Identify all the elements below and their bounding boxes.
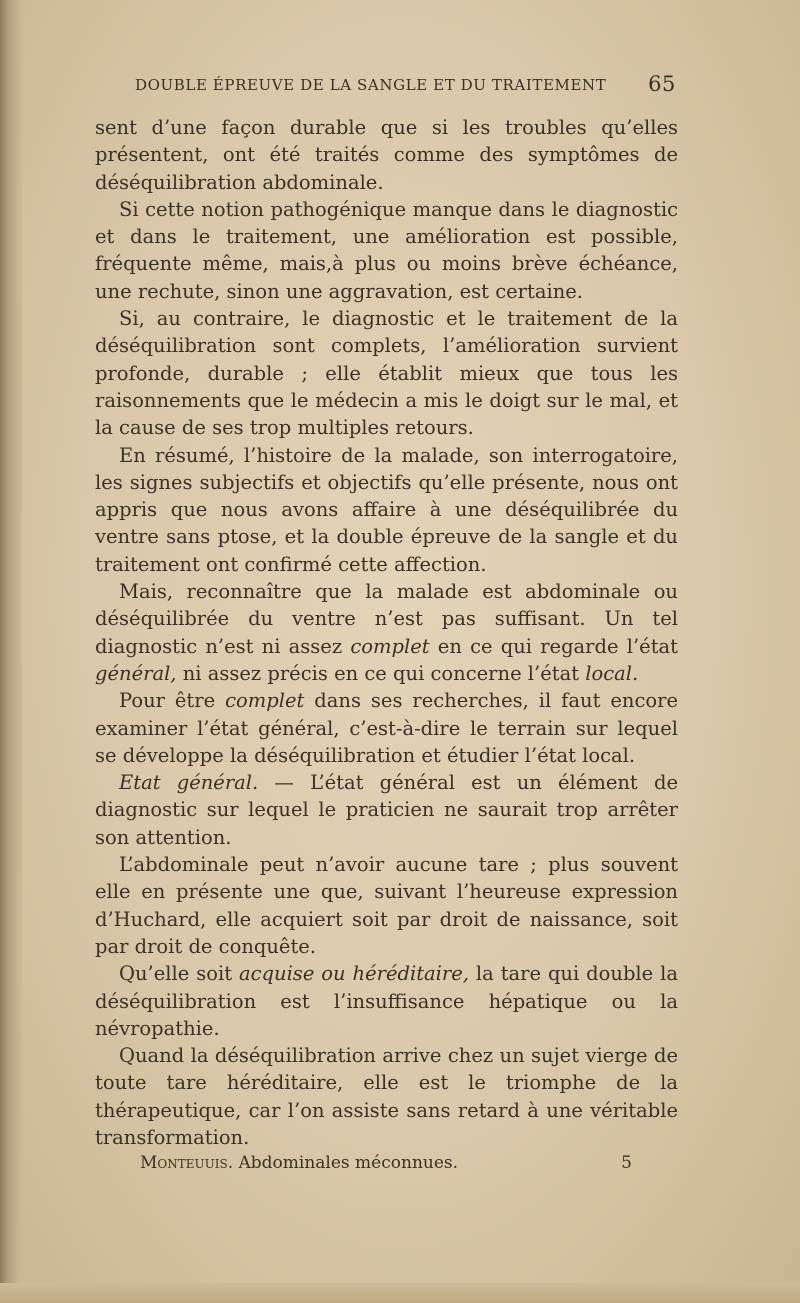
paragraph-9 (95, 960, 678, 1042)
paragraph-4: En résumé, l’histoire de la malade, son interrogatoire, les signes subjectifs et objectifs qu’elle présente, nous ont appris que nous avons affaire à une déséquilibrée du ventre sans ptose, et la double épreuve de la sangle et du traitement ont confirmé cette affection. (95, 443, 678, 576)
paragraph-5-text-b: en ce qui regarde l’état (429, 634, 679, 658)
paragraph-7-text: — L’état général est un élément de diagnostic sur lequel le praticien ne saurait trop arrêter son attention. (95, 771, 678, 849)
paragraph-6-text-a: Pour être (119, 689, 226, 713)
page-bottom-edge (0, 1283, 800, 1303)
paragraph-8: L’abdominale peut n’avoir aucune tare ; plus souvent elle en présente une que, suivant l’heureuse expression d’Huchard, elle acquiert soit par droit de naissance, soit par droit de conquête. (95, 853, 678, 958)
paragraph-9-text-b: la tare qui double la déséquilibration est l’insuffisance hépatique ou la névropathie. (95, 962, 678, 1040)
binding-shadow (0, 0, 22, 1303)
body-text (95, 114, 678, 1151)
running-header (135, 72, 680, 96)
paragraph-7 (95, 769, 678, 851)
emphasis-general: général, (95, 661, 177, 685)
emphasis-complet: complet (350, 634, 430, 658)
signature-mark: 5 (621, 1153, 632, 1173)
emphasis-complet-2: complet (225, 689, 305, 713)
paragraph-3: Si, au contraire, le diagnostic et le traitement de la déséquilibration sont complets, l’amélioration survient profonde, durable ; elle établit mieux que tous les raisonnements que le médecin a mis le doigt sur le mal, et la cause de ses trop multiples retours. (95, 307, 678, 440)
emphasis-acquise-hereditaire: acquise ou héréditaire, (238, 962, 469, 986)
paragraph-10: Quand la déséquilibration arrive chez un sujet vierge de toute tare héréditaire, elle est le triomphe de la thérapeutique, car l’on assiste sans retard à une véritable transformation. (95, 1044, 678, 1149)
running-title: DOUBLE ÉPREUVE DE LA SANGLE ET DU TRAITEMENT (135, 76, 607, 94)
paragraph-5-text-a: Mais, reconnaître que la malade est abdominale ou déséquilibrée du ventre n’est pas suffisant. Un tel diagnostic n’est ni assez (95, 580, 678, 658)
paragraph-6 (95, 687, 678, 769)
paragraph-6-text-b: dans ses recherches, il faut encore examiner l’état général, c’est-à-dire le terrain sur lequel se développe la déséquilibration et étudier l’état local. (95, 689, 678, 767)
section-heading-etat-general: Etat général. (119, 771, 259, 795)
paragraph-5 (95, 578, 678, 687)
footer-book-title: Abdominales méconnues. (238, 1153, 459, 1173)
page-number: 65 (648, 72, 676, 96)
emphasis-local: local. (585, 661, 639, 685)
paragraph-1: sent d’une façon durable que si les troubles qu’elles présentent, ont été traités comme des symptômes de déséquilibration abdominale. (95, 116, 678, 194)
page-footer (140, 1153, 632, 1173)
paragraph-5-text-c: ni assez précis en ce qui concerne l’état (176, 661, 586, 685)
paragraph-2: Si cette notion pathogénique manque dans le diagnostic et dans le traitement, une amélioration est possible, fréquente même, mais,à plus ou moins brève échéance, une rechute, sinon une aggravation, est certaine. (95, 197, 678, 303)
paragraph-9-text-a: Qu’elle soit (119, 962, 239, 986)
footer-author: Monteuuis. (140, 1153, 234, 1173)
